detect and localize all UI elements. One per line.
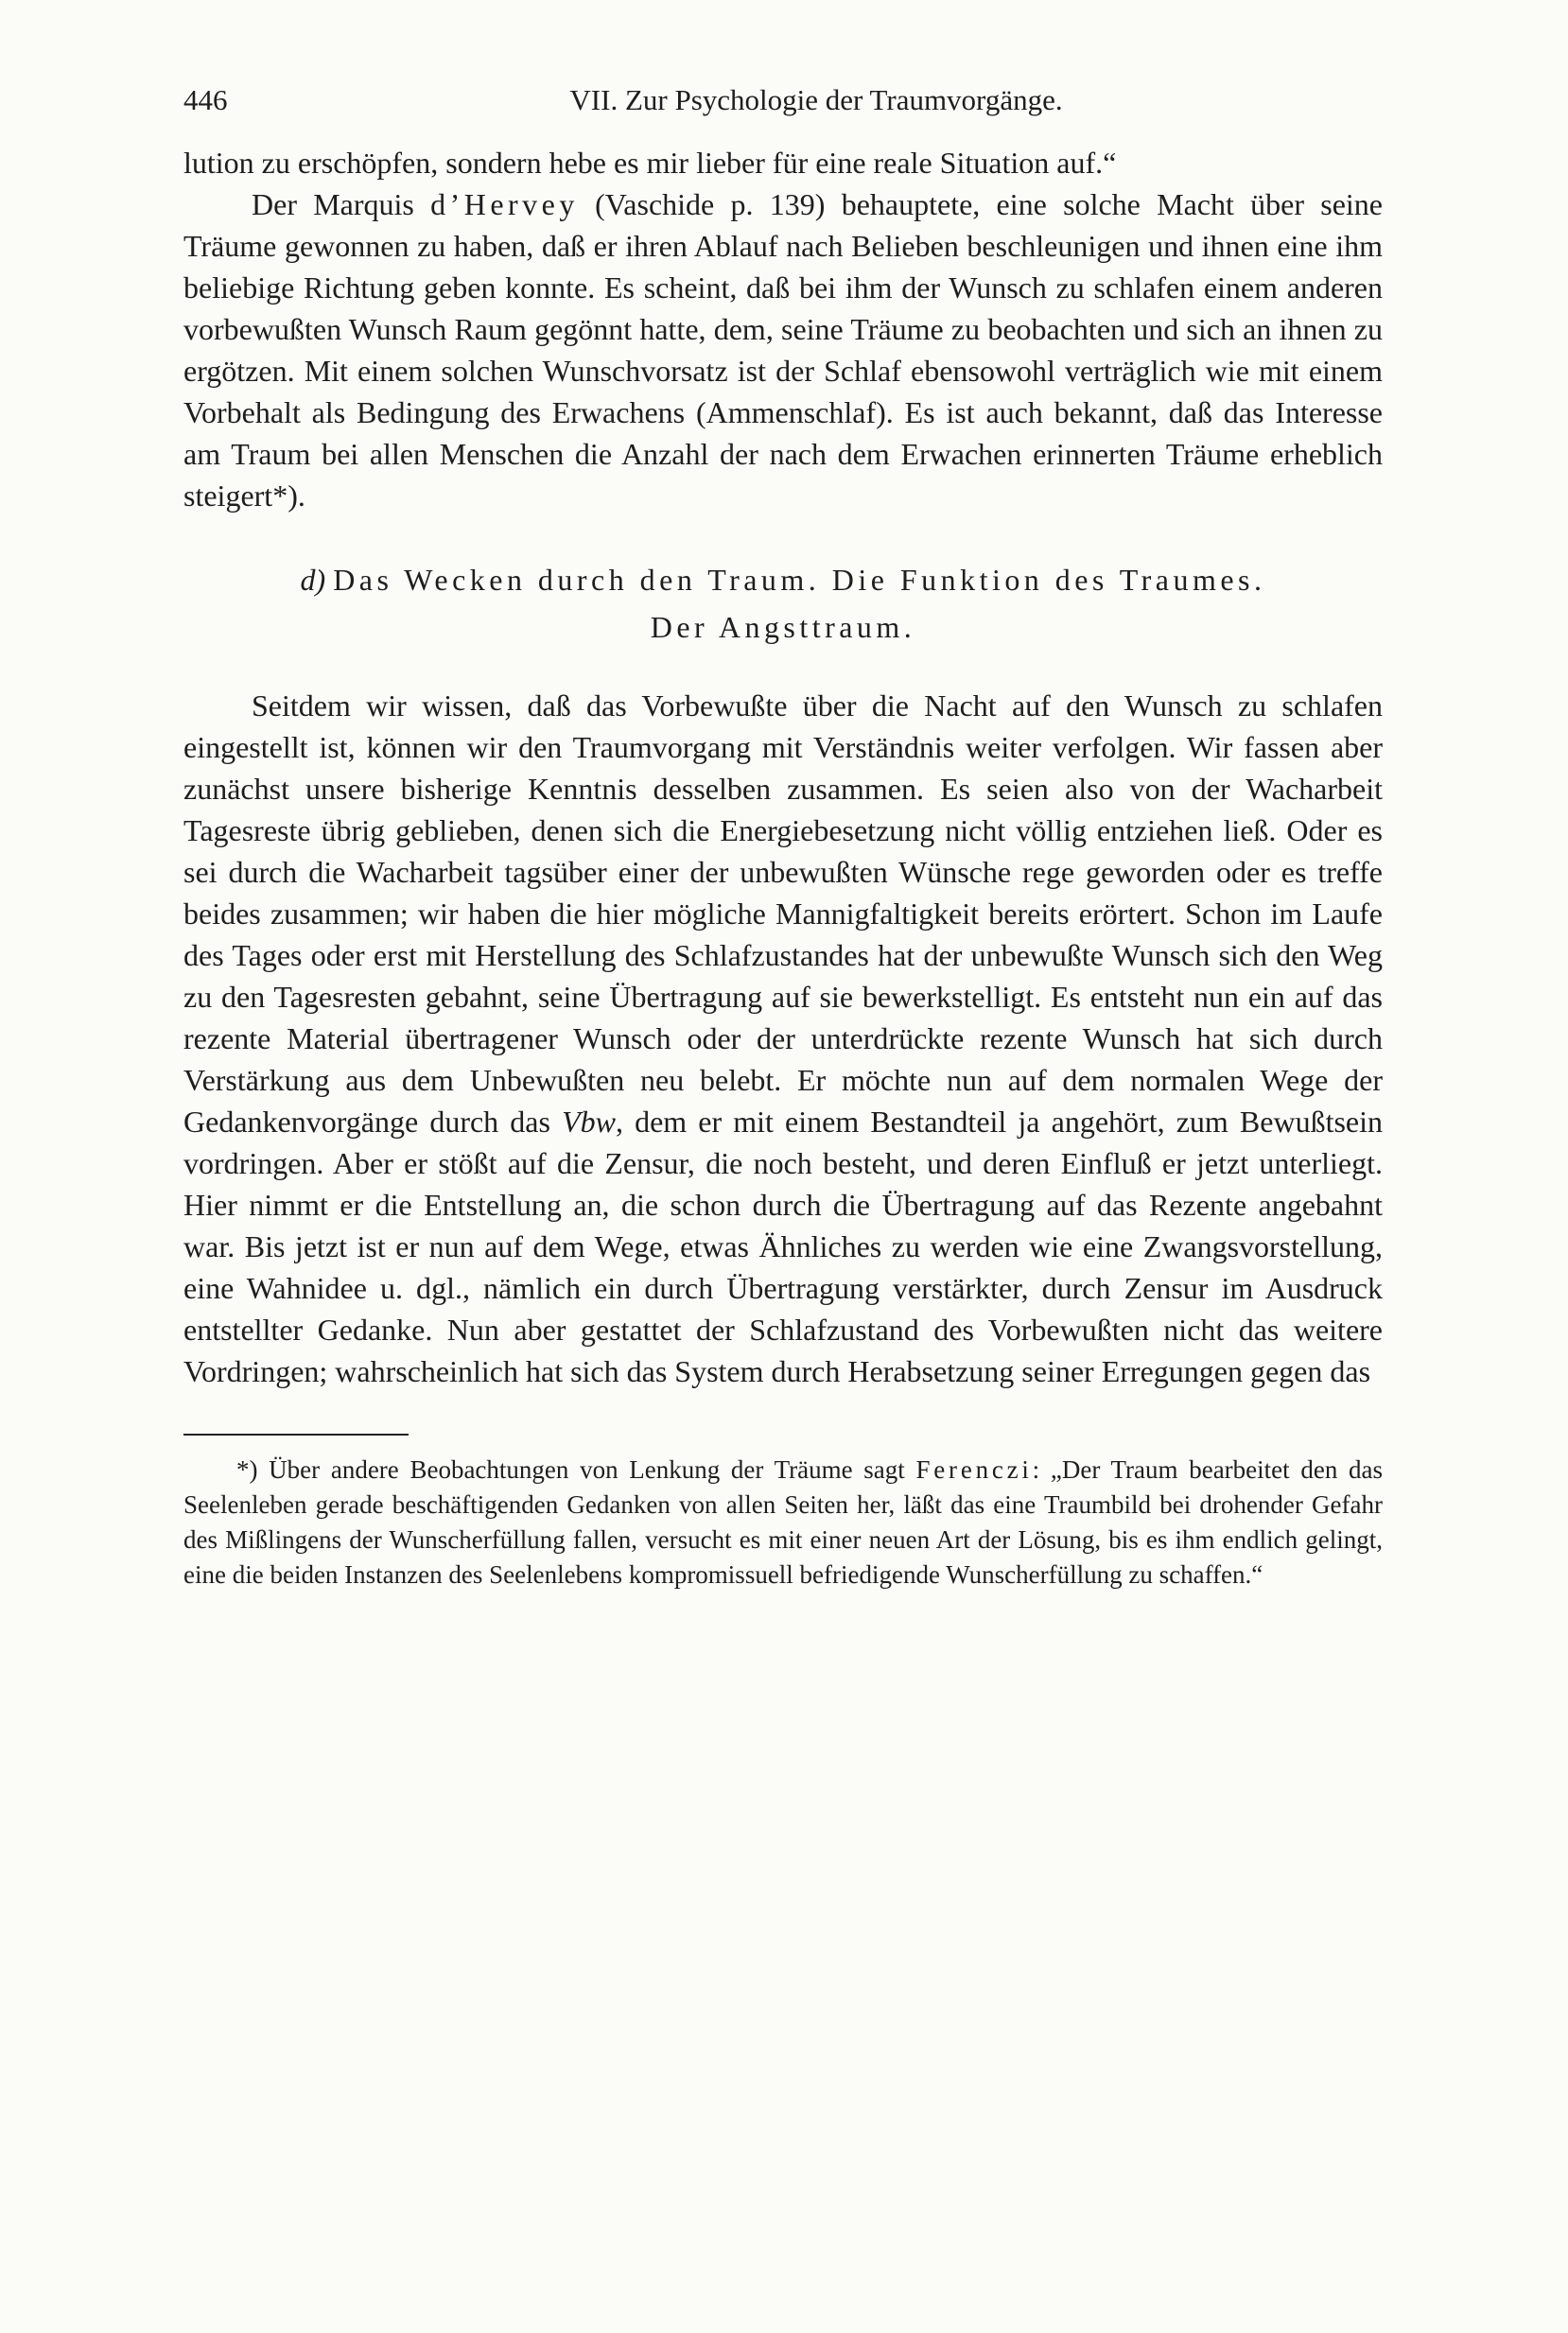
- section-heading: [183, 556, 1383, 651]
- footnote: *) Über andere Beobachtungen von Lenkung der Träume sagt Ferenczi: „Der Traum bearbeitet den das Seelenleben gerade beschäftigenden Gedanken von allen Seiten her, läßt das eine Traumbild bei drohender Gefahr des Mißlingens der Wunscherfüllung fallen, versucht es mit einer neuen Art der Lösung, bis es ihm endlich gelingt, eine die beiden Instanzen des Seelenlebens kompromissuell befriedigende Wunscherfüllung zu schaffen.“: [183, 1455, 1383, 1589]
- page-number: 446: [183, 83, 228, 116]
- page-header: [183, 81, 1383, 119]
- section-heading-line-1: d) Das Wecken durch den Traum. Die Funktion des Traumes.: [300, 563, 1266, 597]
- paragraph-continuation: lution zu erschöpfen, sondern hebe es mir lieber für eine reale Situation auf.“: [183, 146, 1117, 180]
- running-title: VII. Zur Psychologie der Traumvorgänge.: [569, 83, 1063, 116]
- section-heading-line-2: Der Angsttraum.: [650, 610, 916, 644]
- body-text: [183, 142, 1383, 1392]
- paragraph-marquis-hervey: Der Marquis d’Hervey (Vaschide p. 139) behauptete, eine solche Macht über seine Träume gewonnen zu haben, daß er ihren Ablauf nach Belieben beschleunigen und ihnen eine ihm beliebige Richtung geben konnte. Es scheint, daß bei ihm der Wunsch zu schlafen einem anderen vorbewußten Wunsch Raum gegönnt hatte, dem, seine Träume zu beobachten und sich an ihnen zu ergötzen. Mit einem solchen Wunschvorsatz ist der Schlaf ebensowohl verträglich wie mit einem Vorbehalt als Bedingung des Erwachens (Ammenschlaf). Es ist auch bekannt, daß das Interesse am Traum bei allen Menschen die Anzahl der nach dem Erwachen erinnerten Träume erheblich steigert*).: [183, 187, 1384, 513]
- paragraph-traumvorgang: Seitdem wir wissen, daß das Vorbewußte über die Nacht auf den Wunsch zu schlafen eingestellt ist, können wir den Traumvorgang mit Verständnis weiter verfolgen. Wir fassen aber zunächst unsere bisherige Kenntnis desselben zusammen. Es seien also von der Wacharbeit Tagesreste übrig geblieben, denen sich die Energiebesetzung nicht völlig entziehen ließ. Oder es sei durch die Wacharbeit tagsüber einer der unbewußten Wünsche rege geworden oder es treffe beides zusammen; wir haben die hier mögliche Mannigfaltigkeit bereits erörtert. Schon im Laufe des Tages oder erst mit Herstellung des Schlafzustandes hat der unbewußte Wunsch sich den Weg zu den Tagesresten gebahnt, seine Übertragung auf sie bewerkstelligt. Es entsteht nun ein auf das rezente Material übertragener Wunsch oder der unterdrückte rezente Wunsch hat sich durch Verstärkung aus dem Unbewußten neu belebt. Er möchte nun auf dem normalen Wege der Gedankenvorgänge durch das Vbw, dem er mit einem Bestandteil ja angehört, zum Bewußtsein vordringen. Aber er stößt auf die Zensur, die noch besteht, und deren Einfluß er jetzt unterliegt. Hier nimmt er die Entstellung an, die schon durch die Übertragung auf das Rezente angebahnt war. Bis jetzt ist er nun auf dem Wege, etwas Ähnliches zu werden wie eine Zwangsvorstellung, eine Wahnidee u. dgl., nämlich ein durch Übertragung verstärkter, durch Zensur im Ausdruck entstellter Gedanke. Nun aber gestattet der Schlafzustand des Vorbewußten nicht das weitere Vordringen; wahrscheinlich hat sich das System durch Herabsetzung seiner Erregungen gegen das: [183, 688, 1383, 1388]
- footnote-rule: [183, 1434, 409, 1436]
